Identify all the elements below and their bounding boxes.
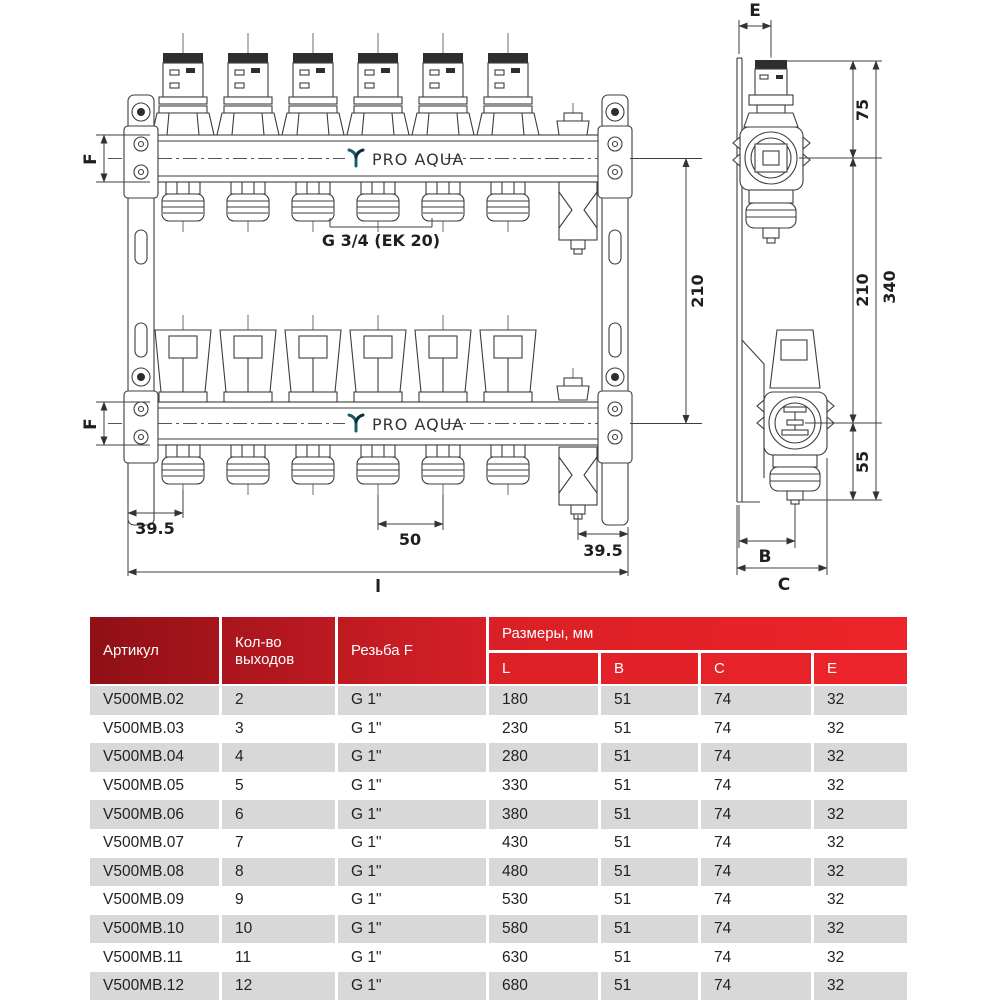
cell-outlets: 4 — [222, 743, 335, 772]
table-row — [90, 715, 907, 744]
cell-l: 530 — [489, 886, 598, 915]
spec-table-body — [90, 686, 907, 1000]
drain-valve-top — [559, 182, 597, 254]
cell-b: 51 — [601, 943, 698, 972]
cell-c: 74 — [701, 829, 811, 858]
cell-c: 74 — [701, 886, 811, 915]
dim-39-5-left: 39.5 — [135, 519, 175, 538]
cell-outlets: 6 — [222, 800, 335, 829]
cell-c: 74 — [701, 715, 811, 744]
dim-b — [739, 504, 795, 567]
header-dimensions-group: Размеры, мм — [489, 617, 907, 650]
cell-b: 51 — [601, 800, 698, 829]
cell-l: 280 — [489, 743, 598, 772]
header-l: L — [489, 653, 598, 684]
header-b: B — [601, 653, 698, 684]
drain-valve-bottom — [559, 447, 597, 519]
cell-thread: G 1" — [338, 800, 486, 829]
cell-e: 32 — [814, 943, 907, 972]
cell-thread: G 1" — [338, 743, 486, 772]
dim-55-label: 55 — [853, 450, 872, 474]
cell-outlets: 7 — [222, 829, 335, 858]
cell-c: 74 — [701, 943, 811, 972]
cell-l: 680 — [489, 972, 598, 1000]
dim-e-label: E — [749, 1, 761, 21]
cell-outlets: 9 — [222, 886, 335, 915]
table-row — [90, 972, 907, 1000]
cell-l: 180 — [489, 686, 598, 715]
cell-c: 74 — [701, 858, 811, 887]
cell-c: 74 — [701, 772, 811, 801]
cell-l: 480 — [489, 858, 598, 887]
cell-article: V500MB.06 — [90, 800, 219, 829]
cell-thread: G 1" — [338, 829, 486, 858]
cell-b: 51 — [601, 858, 698, 887]
side-bottom-unit — [757, 330, 834, 504]
cell-outlets: 10 — [222, 915, 335, 944]
cell-b: 51 — [601, 972, 698, 1000]
dim-front-210 — [630, 159, 707, 424]
header-e: E — [814, 653, 907, 684]
side-view — [733, 1, 899, 595]
cell-l: 580 — [489, 915, 598, 944]
cell-article: V500MB.02 — [90, 686, 219, 715]
cell-thread: G 1" — [338, 715, 486, 744]
flow-meters — [155, 315, 536, 402]
cell-e: 32 — [814, 743, 907, 772]
cell-l: 330 — [489, 772, 598, 801]
cell-b: 51 — [601, 915, 698, 944]
cell-b: 51 — [601, 743, 698, 772]
cell-l: 230 — [489, 715, 598, 744]
dim-b-label: B — [758, 547, 772, 567]
cell-e: 32 — [814, 686, 907, 715]
cell-outlets: 5 — [222, 772, 335, 801]
cell-c: 74 — [701, 915, 811, 944]
dim-e — [739, 1, 771, 56]
cell-article: V500MB.11 — [90, 943, 219, 972]
header-c: C — [701, 653, 811, 684]
dim-75-label: 75 — [853, 98, 872, 122]
cell-c: 74 — [701, 743, 811, 772]
cell-e: 32 — [814, 800, 907, 829]
air-vent-top — [557, 103, 589, 135]
table-row — [90, 829, 907, 858]
cell-thread: G 1" — [338, 886, 486, 915]
header-outlets: Кол-во выходов — [222, 617, 335, 684]
brand-text-top: PRO AQUA — [372, 150, 465, 169]
cell-l: 630 — [489, 943, 598, 972]
shutoff-valves — [152, 33, 539, 135]
cell-article: V500MB.05 — [90, 772, 219, 801]
cell-thread: G 1" — [338, 772, 486, 801]
table-row — [90, 915, 907, 944]
header-article: Артикул — [90, 617, 219, 684]
dim-c-label: C — [777, 575, 791, 595]
table-row — [90, 686, 907, 715]
dim-340-label: 340 — [880, 270, 899, 304]
front-view — [81, 33, 707, 597]
cell-e: 32 — [814, 972, 907, 1000]
cell-article: V500MB.12 — [90, 972, 219, 1000]
table-row — [90, 800, 907, 829]
cell-e: 32 — [814, 772, 907, 801]
cell-outlets: 8 — [222, 858, 335, 887]
dim-50: 50 — [398, 530, 422, 549]
cell-e: 32 — [814, 715, 907, 744]
return-outlets — [162, 445, 529, 495]
cell-article: V500MB.03 — [90, 715, 219, 744]
dim-total-length: l — [375, 577, 381, 597]
cell-l: 430 — [489, 829, 598, 858]
cell-article: V500MB.09 — [90, 886, 219, 915]
cell-thread: G 1" — [338, 943, 486, 972]
cell-c: 74 — [701, 800, 811, 829]
dim-bottom — [128, 490, 628, 597]
table-row — [90, 886, 907, 915]
cell-b: 51 — [601, 686, 698, 715]
cell-e: 32 — [814, 829, 907, 858]
thread-callout — [322, 218, 440, 250]
cell-b: 51 — [601, 715, 698, 744]
table-row — [90, 772, 907, 801]
cell-thread: G 1" — [338, 686, 486, 715]
cell-b: 51 — [601, 886, 698, 915]
cell-outlets: 2 — [222, 686, 335, 715]
cell-b: 51 — [601, 772, 698, 801]
dim-f-bottom-label: F — [81, 418, 101, 430]
table-row — [90, 943, 907, 972]
cell-article: V500MB.08 — [90, 858, 219, 887]
dim-front-210-label: 210 — [688, 274, 707, 308]
cell-article: V500MB.04 — [90, 743, 219, 772]
side-top-unit — [733, 40, 810, 243]
cell-article: V500MB.10 — [90, 915, 219, 944]
cell-c: 74 — [701, 972, 811, 1000]
cell-article: V500MB.07 — [90, 829, 219, 858]
table-row — [90, 743, 907, 772]
dim-210-label: 210 — [853, 273, 872, 307]
cell-l: 380 — [489, 800, 598, 829]
supply-outlets — [162, 182, 529, 232]
spec-table — [90, 617, 907, 1000]
cell-b: 51 — [601, 829, 698, 858]
cell-outlets: 11 — [222, 943, 335, 972]
table-row — [90, 858, 907, 887]
cell-outlets: 12 — [222, 972, 335, 1000]
dim-39-5-right: 39.5 — [583, 541, 623, 560]
dim-f-top-label: F — [81, 153, 101, 165]
spec-table-header — [90, 617, 907, 684]
air-vent-bottom — [557, 368, 589, 400]
cell-outlets: 3 — [222, 715, 335, 744]
cell-c: 74 — [701, 686, 811, 715]
dim-thread-label: G 3/4 (EK 20) — [321, 231, 441, 250]
brand-text-bottom: PRO AQUA — [372, 415, 465, 434]
header-thread: Резьба F — [338, 617, 486, 684]
cell-thread: G 1" — [338, 915, 486, 944]
cell-thread: G 1" — [338, 972, 486, 1000]
cell-e: 32 — [814, 886, 907, 915]
cell-e: 32 — [814, 858, 907, 887]
cell-thread: G 1" — [338, 858, 486, 887]
cell-e: 32 — [814, 915, 907, 944]
